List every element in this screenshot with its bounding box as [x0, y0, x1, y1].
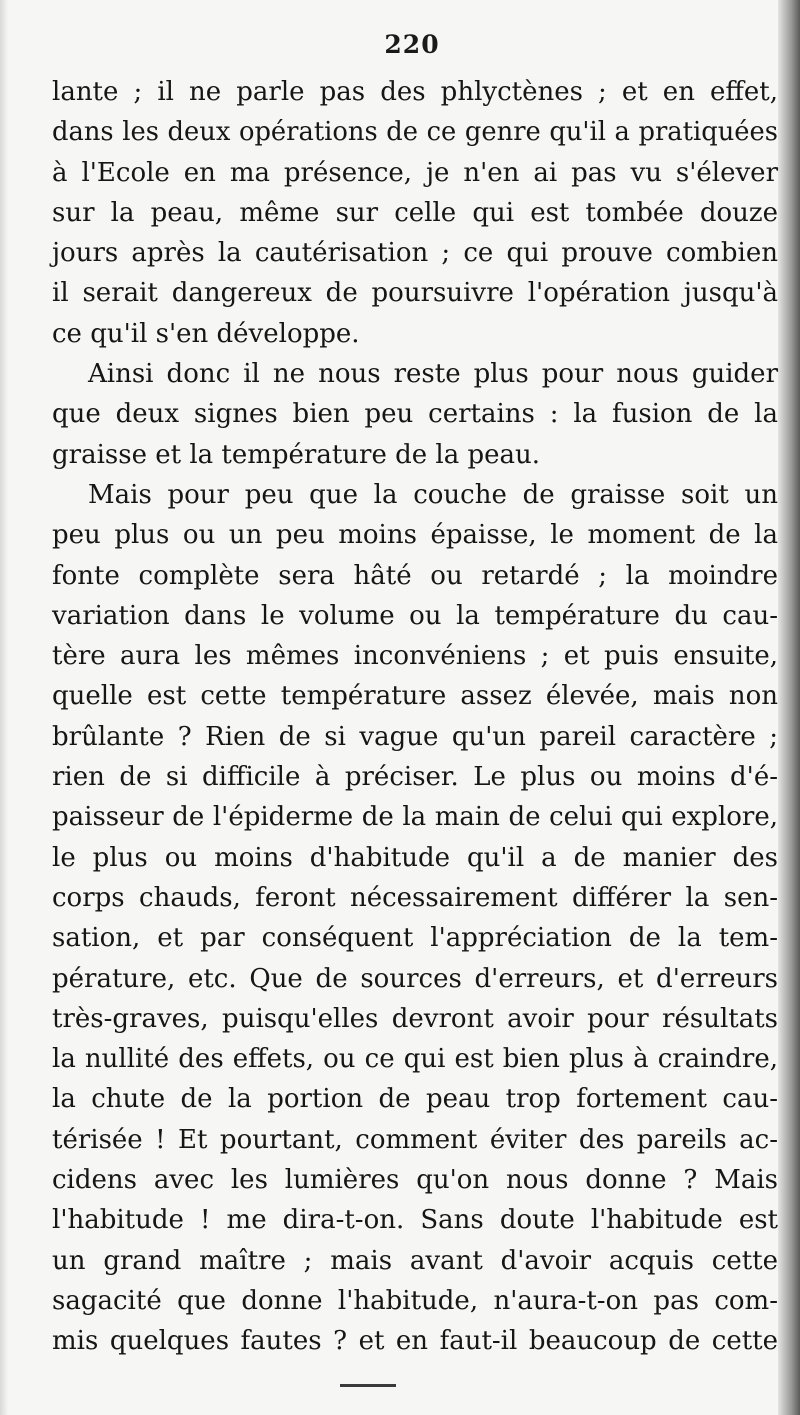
text-line: très-graves, puisqu'elles devront avoir pour résultats	[52, 1003, 778, 1034]
text-line: jours après la cautérisation ; ce qui prouve combien	[52, 238, 778, 269]
text-line: un grand maître ; mais avant d'avoir acquis cette	[52, 1245, 778, 1276]
text-line-paragraph-start: Ainsi donc il ne nous reste plus pour nous guider	[88, 359, 778, 390]
text-line: rien de si difficile à préciser. Le plus ou moins d'é-	[52, 762, 778, 793]
text-line-paragraph-end: graisse et la température de la peau.	[52, 439, 541, 470]
text-line: pérature, etc. Que de sources d'erreurs, et d'erreurs	[52, 963, 778, 994]
text-line: brûlante ? Rien de si vague qu'un pareil caractère ;	[52, 721, 778, 752]
text-line: la nullité des effets, ou ce qui est bien plus à craindre,	[52, 1044, 778, 1075]
text-line: lante ; il ne parle pas des phlyctènes ; et en effet,	[52, 77, 778, 107]
text-line: cidens avec les lumières qu'on nous donne ? Mais	[52, 1165, 778, 1196]
text-line: à l'Ecole en ma présence, je n'en ai pas vu s'élever	[52, 157, 778, 188]
text-line: peu plus ou un peu moins épaisse, le moment de la	[52, 520, 778, 551]
text-line: paisseur de l'épiderme de la main de celui qui explore,	[52, 802, 778, 833]
text-line: corps chauds, feront nécessairement différer la sen-	[52, 882, 778, 913]
page-number: 220	[384, 30, 440, 59]
text-line: sur la peau, même sur celle qui est tombée douze	[52, 197, 778, 228]
body-text	[52, 72, 778, 1362]
text-line: fonte complète sera hâté ou retardé ; la moindre	[52, 560, 778, 591]
text-line: que deux signes bien peu certains : la fusion de la	[52, 399, 778, 430]
text-line: dans les deux opérations de ce genre qu'il a pratiquées	[52, 117, 778, 148]
text-line: sagacité que donne l'habitude, n'aura-t-on pas com-	[52, 1285, 778, 1316]
text-line: mis quelques fautes ? et en faut-il beaucoup de cette	[52, 1326, 778, 1357]
text-line: l'habitude ! me dira-t-on. Sans doute l'habitude est	[52, 1205, 778, 1236]
text-line: la chute de la portion de peau trop fortement cau-	[52, 1084, 778, 1115]
text-line: térisée ! Et pourtant, comment éviter des pareils ac-	[52, 1124, 778, 1155]
text-line: il serait dangereux de poursuivre l'opération jusqu'à	[52, 278, 778, 309]
page-right-edge-shadow	[778, 0, 800, 1415]
text-line: quelle est cette température assez élevée, mais non	[52, 681, 778, 712]
text-line: variation dans le volume ou la température du cau-	[52, 600, 778, 631]
footer-rule	[340, 1384, 396, 1387]
text-line-paragraph-start: Mais pour peu que la couche de graisse soit un	[88, 479, 778, 510]
text-line: tère aura les mêmes inconvéniens ; et puis ensuite,	[52, 641, 778, 672]
text-line-paragraph-end: ce qu'il s'en développe.	[52, 318, 360, 349]
text-line: le plus ou moins d'habitude qu'il a de manier des	[52, 842, 778, 873]
page-left-edge	[0, 0, 8, 1415]
text-line: sation, et par conséquent l'appréciation de la tem-	[52, 923, 778, 954]
